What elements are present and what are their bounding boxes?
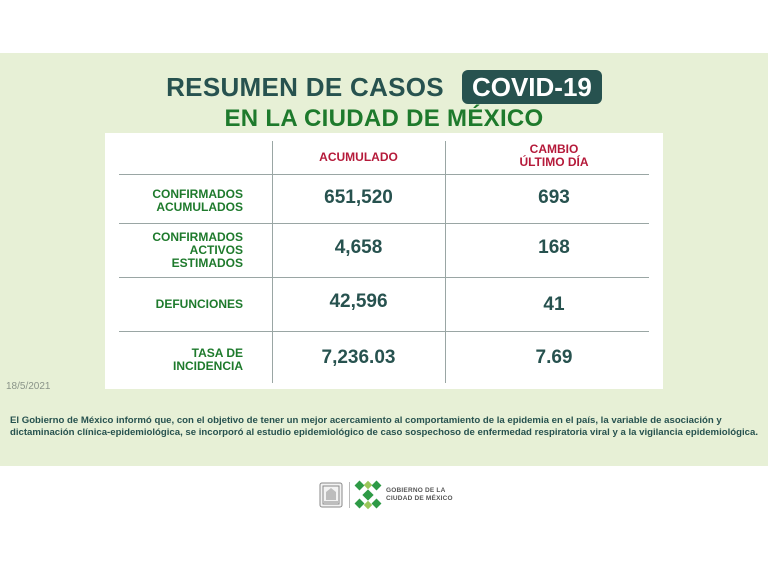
report-date: 18/5/2021 xyxy=(6,381,51,392)
covid-badge: COVID-19 xyxy=(462,70,602,104)
page-subtitle: EN LA CIUDAD DE MÉXICO xyxy=(224,105,544,132)
cdmx-logo-icon xyxy=(354,480,382,510)
page-title: RESUMEN DE CASOS xyxy=(166,71,444,102)
row-label-tasa-incidencia xyxy=(105,347,243,373)
row-label-line: INCIDENCIA xyxy=(172,359,243,373)
row-divider xyxy=(119,223,649,224)
cell-acumulado: 651,520 xyxy=(324,187,393,208)
column-header-cambio-line2: ÚLTIMO DÍA xyxy=(519,155,589,169)
title-row xyxy=(0,70,768,104)
logo-text-line1: GOBIERNO DE LA xyxy=(386,487,446,494)
row-label-confirmados-activos xyxy=(105,231,243,270)
row-label-confirmados-acumulados xyxy=(105,188,243,214)
cell-cambio: 7.69 xyxy=(535,347,573,368)
row-label-line: ESTIMADOS xyxy=(171,256,243,270)
logo-text-line2: CIUDAD DE MÉXICO xyxy=(386,495,453,502)
cell-cambio: 168 xyxy=(538,237,570,258)
row-divider xyxy=(119,277,649,278)
row-label-line: CONFIRMADOS xyxy=(152,230,243,244)
row-label-line: TASA DE xyxy=(191,346,243,360)
row-label-line: DEFUNCIONES xyxy=(155,297,243,311)
mexico-coat-of-arms-icon xyxy=(318,480,344,510)
row-label-defunciones xyxy=(105,298,243,311)
row-label-line: CONFIRMADOS xyxy=(152,187,243,201)
row-divider xyxy=(119,174,649,175)
logo-divider xyxy=(349,482,350,508)
row-label-line: ACUMULADOS xyxy=(156,200,243,214)
row-label-line: ACTIVOS xyxy=(189,243,243,257)
footnote: El Gobierno de México informó que, con el objetivo de tener un mejor acercamiento al comportamiento de la epidemia en el país, la variable de asociación y dictaminación clínica-epidemiológica, se incorporó al estudio epidemiológico de caso sospechoso de enfermedad respiratoria viral y a la vigilancia epidemiológica. xyxy=(10,415,758,438)
summary-table xyxy=(105,133,663,389)
cell-acumulado: 42,596 xyxy=(329,291,388,312)
column-header-acumulado: ACUMULADO xyxy=(319,150,398,164)
column-header-cambio xyxy=(445,143,663,169)
cell-cambio: 41 xyxy=(543,294,565,315)
cell-cambio: 693 xyxy=(538,187,570,208)
column-header-cambio-line1: CAMBIO xyxy=(529,142,579,156)
cell-acumulado: 4,658 xyxy=(334,237,383,258)
row-divider xyxy=(119,331,649,332)
footer-logos xyxy=(318,478,458,512)
logo-text xyxy=(386,487,453,503)
cell-acumulado: 7,236.03 xyxy=(321,347,396,368)
